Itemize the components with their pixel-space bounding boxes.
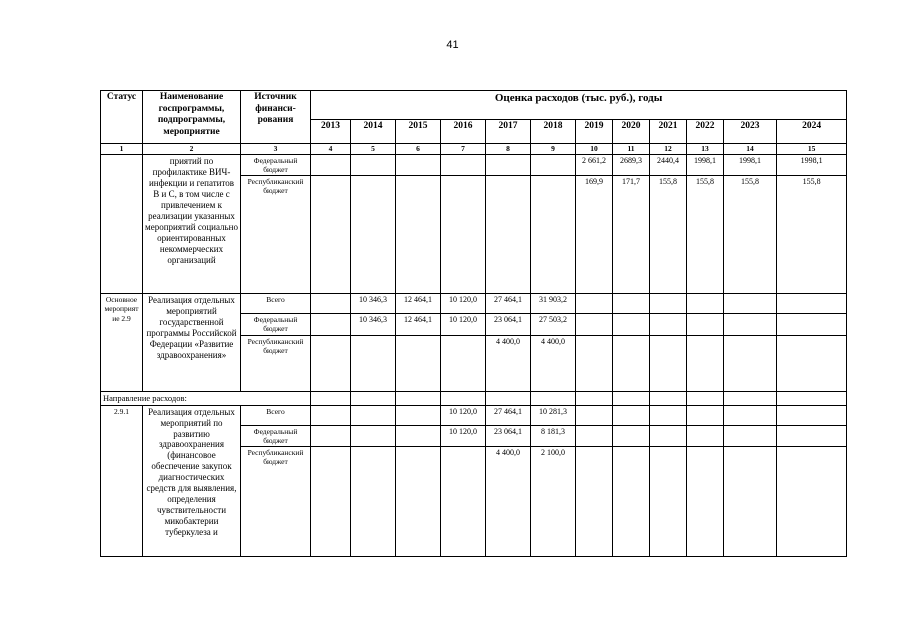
column-index: 11 xyxy=(613,144,650,155)
value-cell: 2 100,0 xyxy=(531,446,576,556)
value-cell xyxy=(687,294,724,314)
column-index: 5 xyxy=(351,144,396,155)
value-cell: 10 346,3 xyxy=(351,314,396,335)
value-cell xyxy=(687,314,724,335)
value-cell xyxy=(724,446,777,556)
value-cell: 10 120,0 xyxy=(441,425,486,446)
status-header: Статус xyxy=(101,91,143,144)
value-cell: 155,8 xyxy=(687,176,724,294)
value-cell: 27 503,2 xyxy=(531,314,576,335)
year-header-2016: 2016 xyxy=(441,120,486,144)
year-header-2014: 2014 xyxy=(351,120,396,144)
empty-cell xyxy=(531,391,576,405)
value-cell xyxy=(687,405,724,425)
empty-cell xyxy=(777,391,847,405)
value-cell xyxy=(724,294,777,314)
value-cell xyxy=(576,425,613,446)
direction-row xyxy=(101,391,847,405)
measure-name-cell: Реализация отдельных мероприятий государственной программы Российской Федерации «Развитие здравоохранения» xyxy=(143,294,241,391)
value-cell xyxy=(486,155,531,176)
value-cell xyxy=(576,405,613,425)
value-cell xyxy=(311,425,351,446)
value-cell xyxy=(531,176,576,294)
table-row xyxy=(101,405,847,425)
year-header-2022: 2022 xyxy=(687,120,724,144)
value-cell xyxy=(531,155,576,176)
value-cell xyxy=(777,314,847,335)
value-cell xyxy=(311,314,351,335)
value-cell xyxy=(311,176,351,294)
empty-cell xyxy=(687,391,724,405)
value-cell: 169,9 xyxy=(576,176,613,294)
year-header-2024: 2024 xyxy=(777,120,847,144)
value-cell xyxy=(351,176,396,294)
value-cell xyxy=(576,446,613,556)
empty-cell xyxy=(311,391,351,405)
value-cell xyxy=(396,425,441,446)
value-cell xyxy=(311,405,351,425)
table-row xyxy=(101,294,847,314)
value-cell: 12 464,1 xyxy=(396,314,441,335)
value-cell xyxy=(396,176,441,294)
value-cell xyxy=(613,314,650,335)
column-index: 13 xyxy=(687,144,724,155)
value-cell: 171,7 xyxy=(613,176,650,294)
value-cell: 27 464,1 xyxy=(486,405,531,425)
funding-source-cell: Республиканский бюджет xyxy=(241,176,311,294)
value-cell xyxy=(486,176,531,294)
value-cell: 23 064,1 xyxy=(486,314,531,335)
value-cell xyxy=(311,335,351,391)
value-cell: 31 903,2 xyxy=(531,294,576,314)
value-cell xyxy=(777,294,847,314)
funding-source-cell: Всего xyxy=(241,405,311,425)
value-cell xyxy=(724,314,777,335)
funding-source-cell: Всего xyxy=(241,294,311,314)
column-index: 15 xyxy=(777,144,847,155)
value-cell: 10 281,3 xyxy=(531,405,576,425)
status-cell: 2.9.1 xyxy=(101,405,143,556)
column-index: 9 xyxy=(531,144,576,155)
value-cell xyxy=(351,446,396,556)
value-cell xyxy=(351,155,396,176)
column-index: 1 xyxy=(101,144,143,155)
budget-table xyxy=(100,90,847,557)
column-index-row xyxy=(101,144,847,155)
value-cell: 12 464,1 xyxy=(396,294,441,314)
year-header-2013: 2013 xyxy=(311,120,351,144)
value-cell xyxy=(396,405,441,425)
value-cell xyxy=(650,314,687,335)
value-cell xyxy=(576,335,613,391)
column-index: 6 xyxy=(396,144,441,155)
value-cell: 27 464,1 xyxy=(486,294,531,314)
estimate-header: Оценка расходов (тыс. руб.), годы xyxy=(311,91,847,120)
value-cell: 4 400,0 xyxy=(486,335,531,391)
empty-cell xyxy=(351,391,396,405)
value-cell xyxy=(650,294,687,314)
value-cell xyxy=(777,405,847,425)
value-cell xyxy=(724,405,777,425)
table-row xyxy=(101,155,847,176)
year-header-2023: 2023 xyxy=(724,120,777,144)
value-cell xyxy=(613,405,650,425)
empty-cell xyxy=(576,391,613,405)
year-header-2017: 2017 xyxy=(486,120,531,144)
value-cell: 4 400,0 xyxy=(531,335,576,391)
value-cell xyxy=(576,294,613,314)
value-cell: 2440,4 xyxy=(650,155,687,176)
value-cell xyxy=(650,335,687,391)
value-cell xyxy=(351,425,396,446)
funding-source-cell: Республиканский бюджет xyxy=(241,446,311,556)
value-cell xyxy=(724,425,777,446)
empty-cell xyxy=(650,391,687,405)
value-cell: 155,8 xyxy=(777,176,847,294)
value-cell: 155,8 xyxy=(650,176,687,294)
value-cell xyxy=(441,155,486,176)
empty-cell xyxy=(396,391,441,405)
value-cell: 4 400,0 xyxy=(486,446,531,556)
year-header-2021: 2021 xyxy=(650,120,687,144)
value-cell xyxy=(613,294,650,314)
value-cell xyxy=(613,425,650,446)
value-cell: 2689,3 xyxy=(613,155,650,176)
value-cell: 155,8 xyxy=(724,176,777,294)
funding-source-cell: Федеральный бюджет xyxy=(241,425,311,446)
measure-name-cell: Реализация отдельных мероприятий по развитию здравоохранения (финансовое обеспечение закупок диагностических средств для выявления, определения чувствительности микобактерии туберкулеза и xyxy=(143,405,241,556)
value-cell: 1998,1 xyxy=(687,155,724,176)
value-cell xyxy=(396,155,441,176)
empty-cell xyxy=(724,391,777,405)
value-cell xyxy=(650,425,687,446)
column-index: 4 xyxy=(311,144,351,155)
value-cell xyxy=(650,405,687,425)
column-index: 14 xyxy=(724,144,777,155)
status-cell xyxy=(101,155,143,294)
value-cell xyxy=(311,446,351,556)
value-cell: 23 064,1 xyxy=(486,425,531,446)
column-index: 8 xyxy=(486,144,531,155)
value-cell: 10 346,3 xyxy=(351,294,396,314)
status-cell: Основное мероприятие 2.9 xyxy=(101,294,143,391)
column-index: 3 xyxy=(241,144,311,155)
funding-source-cell: Федеральный бюджет xyxy=(241,155,311,176)
year-header-2020: 2020 xyxy=(613,120,650,144)
value-cell xyxy=(441,446,486,556)
value-cell xyxy=(777,335,847,391)
value-cell: 10 120,0 xyxy=(441,314,486,335)
empty-cell xyxy=(486,391,531,405)
value-cell: 10 120,0 xyxy=(441,405,486,425)
column-index: 12 xyxy=(650,144,687,155)
value-cell: 8 181,3 xyxy=(531,425,576,446)
year-header-2018: 2018 xyxy=(531,120,576,144)
empty-cell xyxy=(441,391,486,405)
value-cell xyxy=(311,294,351,314)
header-row xyxy=(101,91,847,120)
value-cell xyxy=(777,425,847,446)
value-cell xyxy=(613,335,650,391)
value-cell xyxy=(311,155,351,176)
year-header-2015: 2015 xyxy=(396,120,441,144)
value-cell xyxy=(687,335,724,391)
value-cell xyxy=(724,335,777,391)
value-cell: 10 120,0 xyxy=(441,294,486,314)
year-header-2019: 2019 xyxy=(576,120,613,144)
funding-source-cell: Республиканский бюджет xyxy=(241,335,311,391)
value-cell: 1998,1 xyxy=(777,155,847,176)
funding-source-cell: Федеральный бюджет xyxy=(241,314,311,335)
value-cell xyxy=(687,425,724,446)
value-cell xyxy=(650,446,687,556)
measure-name-cell: приятий по профилактике ВИЧ-инфекции и гепатитов В и С, в том числе с привлечением к реализации указанных мероприятий социально ориентированных некоммерческих организаций xyxy=(143,155,241,294)
value-cell xyxy=(396,446,441,556)
value-cell xyxy=(576,314,613,335)
column-index: 10 xyxy=(576,144,613,155)
column-index: 2 xyxy=(143,144,241,155)
value-cell xyxy=(441,335,486,391)
value-cell xyxy=(687,446,724,556)
value-cell xyxy=(351,405,396,425)
column-index: 7 xyxy=(441,144,486,155)
name-header: Наименование госпрограммы, подпрограммы, мероприятие xyxy=(143,91,241,144)
direction-label: Направление расходов: xyxy=(101,391,311,405)
value-cell xyxy=(441,176,486,294)
value-cell xyxy=(613,446,650,556)
value-cell: 2 661,2 xyxy=(576,155,613,176)
value-cell: 1998,1 xyxy=(724,155,777,176)
value-cell xyxy=(396,335,441,391)
value-cell xyxy=(351,335,396,391)
source-header: Источник финанси-рования xyxy=(241,91,311,144)
empty-cell xyxy=(613,391,650,405)
value-cell xyxy=(777,446,847,556)
page-number: 41 xyxy=(446,39,459,51)
